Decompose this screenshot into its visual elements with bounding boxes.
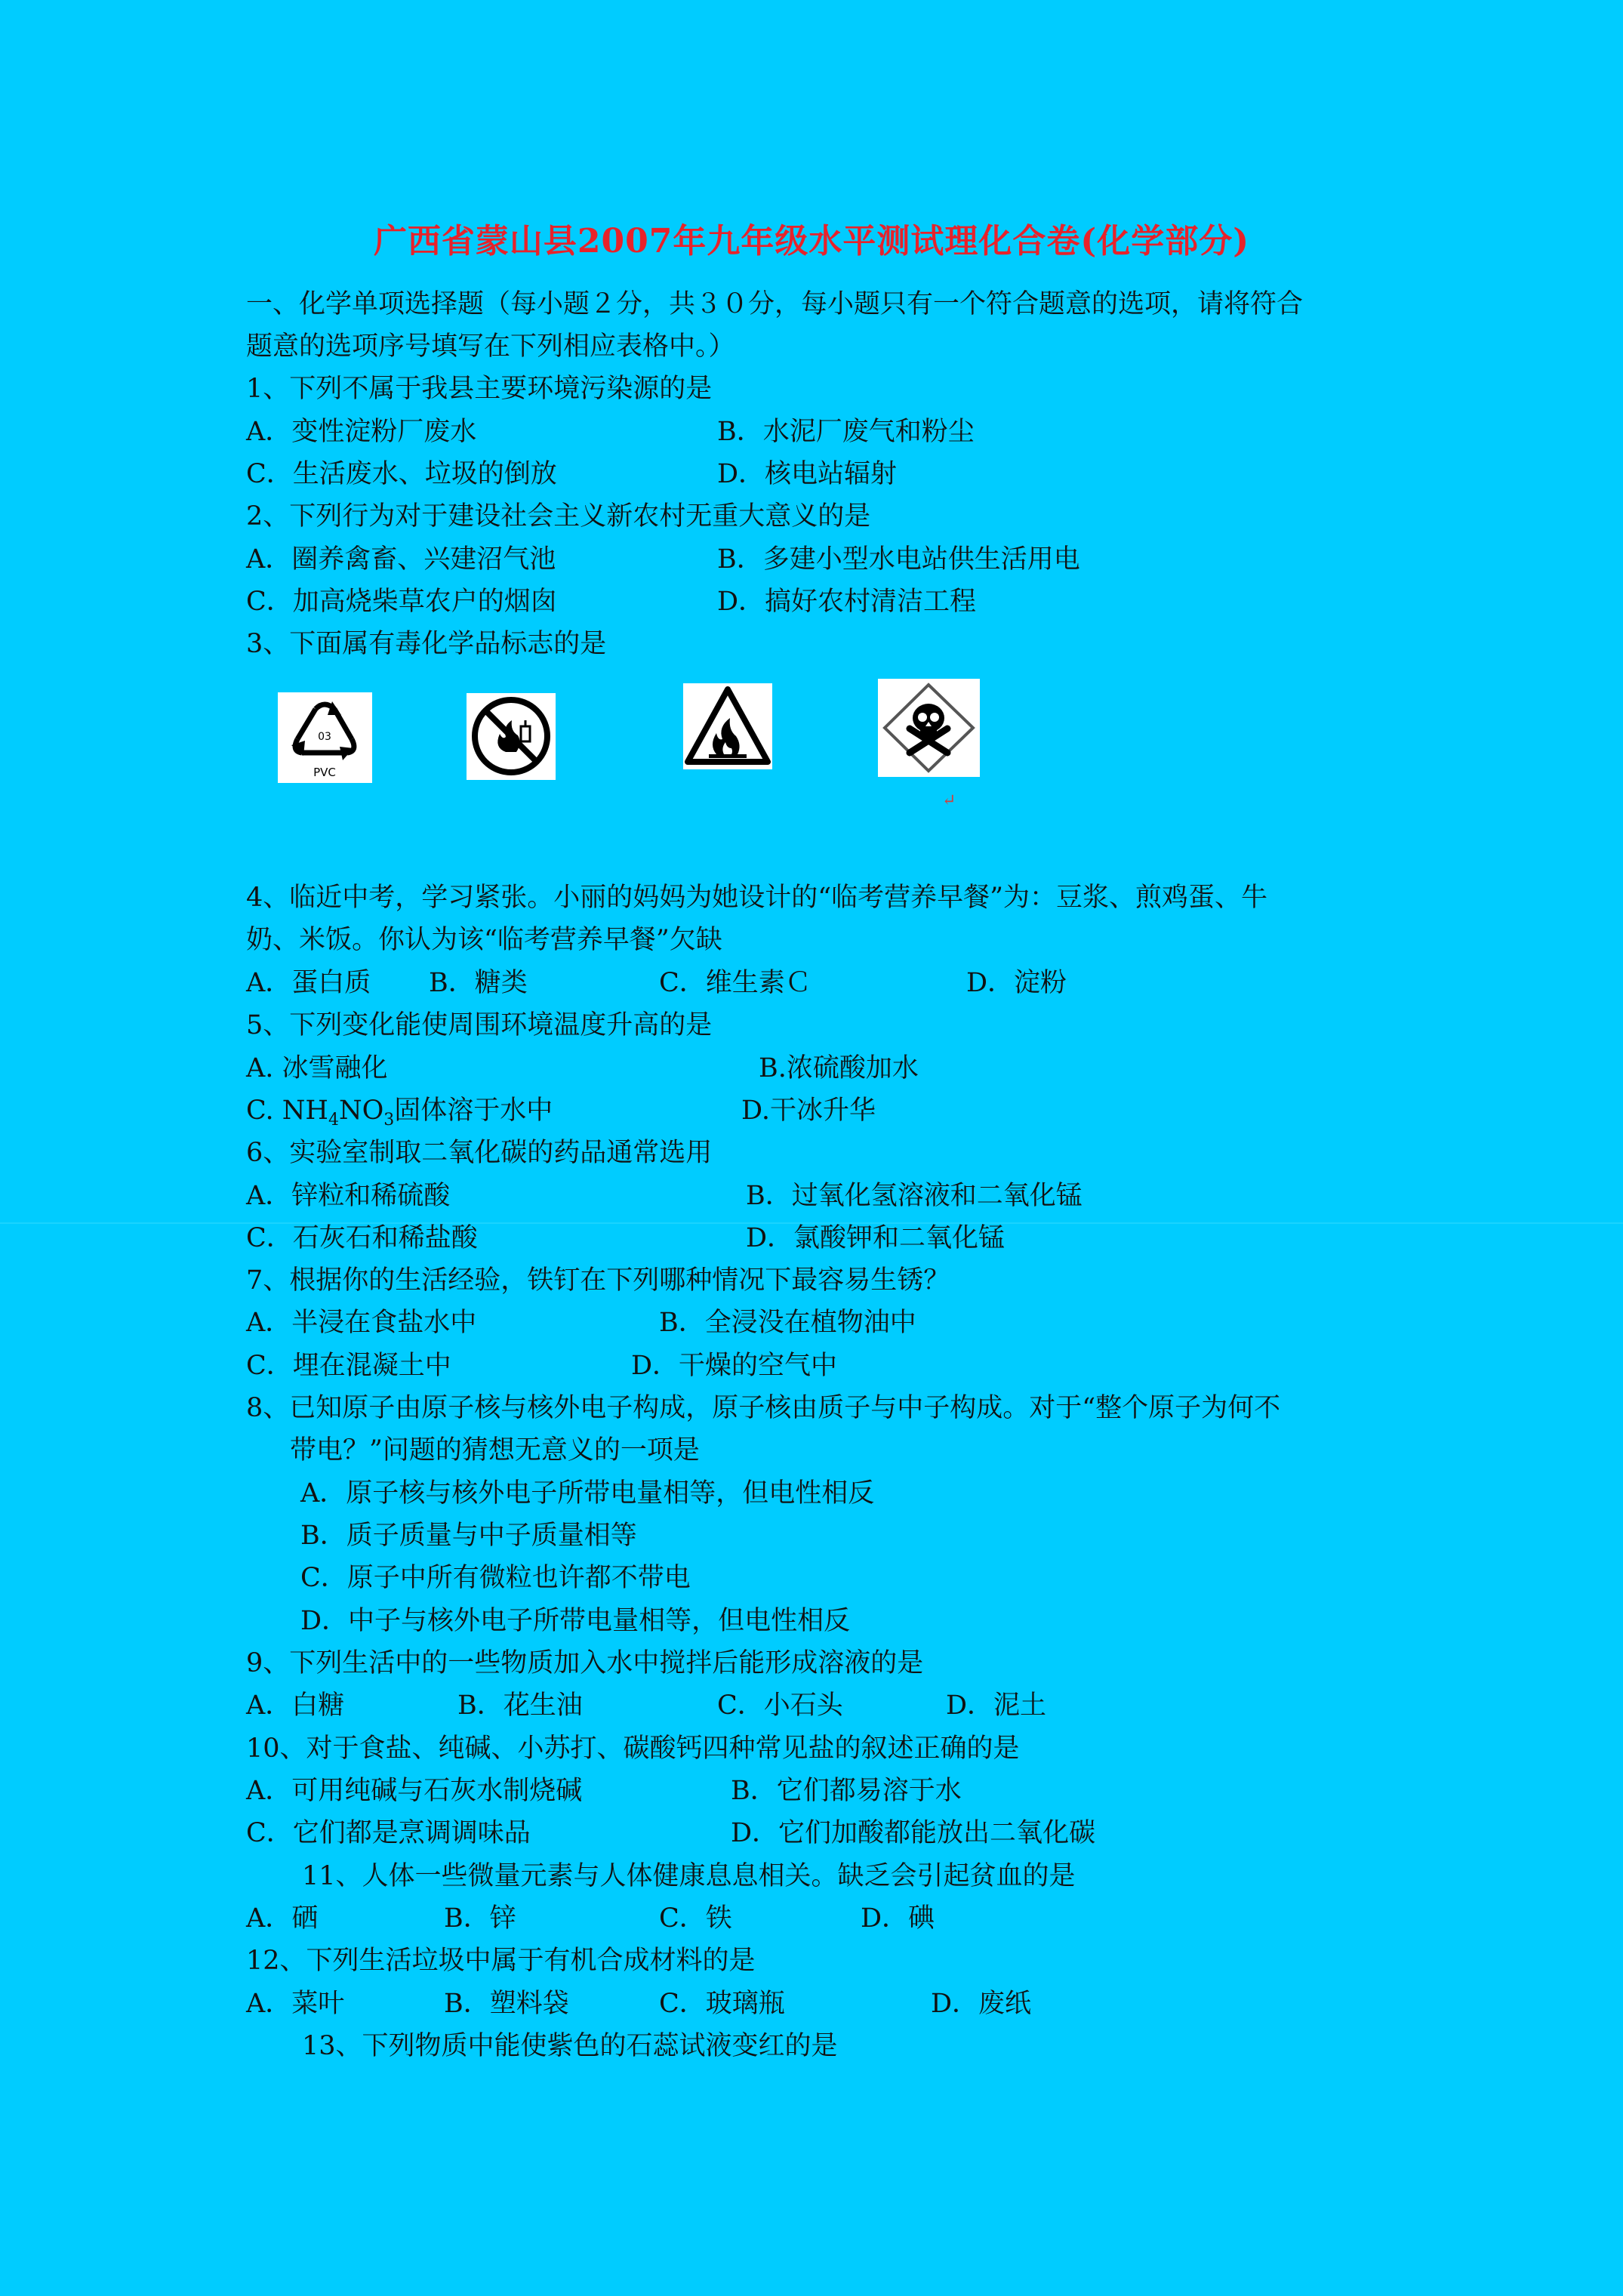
question-12-option-b: B．塑料袋	[444, 1989, 569, 2019]
question-13-stem: 13、下列物质中能使紫色的石蕊试液变红的是	[302, 2031, 838, 2061]
section-intro-line-1: 一、化学单项选择题（每小题２分，共３０分，每小题只有一个符合题意的选项，请将符合	[246, 289, 1304, 319]
question-10-option-b: B．它们都易溶于水	[731, 1776, 962, 1806]
question-1-option-b: B．水泥厂废气和粉尘	[717, 417, 975, 447]
question-12-option-a: A．菜叶	[246, 1989, 345, 2019]
question-1-option-c: C．生活废水、垃圾的倒放	[246, 459, 557, 489]
question-10-stem: 10、对于食盐、纯碱、小苏打、碳酸钙四种常见盐的叙述正确的是	[246, 1734, 1020, 1764]
question-2-option-a: A．圈养禽畜、兴建沼气池	[246, 544, 556, 575]
no-fire-icon	[467, 693, 556, 780]
question-2-option-b: B．多建小型水电站供生活用电	[717, 544, 1080, 575]
question-11-option-c: C．铁	[659, 1903, 732, 1934]
question-7-option-c: C．埋在混凝土中	[246, 1351, 451, 1381]
question-6-option-d: D．氯酸钾和二氧化锰	[746, 1223, 1006, 1253]
question-12-option-d: D．废纸	[931, 1989, 1032, 2019]
flammable-icon	[683, 683, 772, 769]
question-9-option-a: A．白糖	[246, 1690, 345, 1721]
question-11-option-d: D．碘	[861, 1903, 935, 1934]
skull-crossbones-icon	[878, 679, 980, 777]
question-8-stem-line-1: 8、已知原子由原子核与核外电子构成，原子核由质子与中子构成。对于“整个原子为何不	[246, 1393, 1281, 1423]
question-7-stem: 7、根据你的生活经验，铁钉在下列哪种情况下最容易生锈？	[246, 1265, 950, 1296]
page-title: 广西省蒙山县2007年九年级水平测试理化合卷(化学部分)	[373, 222, 1250, 260]
question-5-option-c	[246, 1095, 553, 1136]
question-12-stem: 12、下列生活垃圾中属于有机合成材料的是	[246, 1946, 756, 1976]
question-8-option-a: A．原子核与核外电子所带电量相等，但电性相反	[300, 1478, 875, 1509]
question-6-option-c: C．石灰石和稀盐酸	[246, 1223, 478, 1253]
question-8-option-c: C．原子中所有微粒也许都不带电	[300, 1563, 691, 1593]
question-10-option-a: A．可用纯碱与石灰水制烧碱	[246, 1776, 583, 1806]
question-10-option-d: D．它们加酸都能放出二氧化碳	[731, 1818, 1096, 1848]
question-11-stem: 11、人体一些微量元素与人体健康息息相关。缺乏会引起贫血的是	[302, 1861, 1076, 1891]
recycle-code-text: 03	[318, 731, 331, 743]
question-7-option-d: D．干燥的空气中	[631, 1351, 838, 1381]
question-2-stem: 2、下列行为对于建设社会主义新农村无重大意义的是	[246, 501, 871, 532]
section-intro-line-2: 题意的选项序号填写在下列相应表格中。）	[246, 331, 735, 362]
question-3-stem: 3、下面属有毒化学品标志的是	[246, 629, 607, 659]
recycle-caption-text: PVC	[313, 766, 336, 779]
question-5-option-c-subscript-2: 3	[383, 1111, 395, 1130]
question-7-option-a: A．半浸在食盐水中	[246, 1308, 477, 1338]
question-8-option-b: B．质子质量与中子质量相等	[300, 1521, 637, 1551]
question-9-option-b: B．花生油	[457, 1690, 583, 1721]
question-4-stem-line-1: 4、临近中考，学习紧张。小丽的妈妈为她设计的“临考营养早餐”为：豆浆、煎鸡蛋、牛	[246, 883, 1268, 913]
question-4-option-d: D．淀粉	[966, 968, 1067, 998]
question-1-option-a: A．变性淀粉厂废水	[246, 417, 477, 447]
question-6-stem: 6、实验室制取二氧化碳的药品通常选用	[246, 1138, 713, 1168]
question-5-option-a: A. 冰雪融化	[246, 1053, 388, 1083]
question-5-option-c-prefix: C. NH	[246, 1096, 328, 1126]
question-10-option-c: C．它们都是烹调调味品	[246, 1818, 531, 1848]
question-11-option-a: A．硒	[246, 1903, 319, 1934]
question-4-stem-line-2: 奶、米饭。你认为该“临考营养早餐”欠缺	[246, 925, 722, 955]
return-mark: ↵	[942, 791, 956, 810]
question-8-option-d: D．中子与核外电子所带电量相等，但电性相反	[300, 1606, 851, 1636]
question-9-option-c: C．小石头	[717, 1690, 843, 1721]
question-4-option-c: C．维生素Ｃ	[659, 968, 812, 998]
question-5-option-c-suffix: 固体溶于水中	[394, 1096, 553, 1126]
recycle-pvc-icon	[278, 692, 372, 783]
question-2-option-d: D．搞好农村清洁工程	[717, 587, 977, 617]
question-6-option-a: A．锌粒和稀硫酸	[246, 1181, 451, 1211]
question-11-option-b: B．锌	[444, 1903, 516, 1934]
question-5-option-d: D.干冰升华	[741, 1096, 876, 1126]
question-1-stem: 1、下列不属于我县主要环境污染源的是	[246, 374, 713, 404]
question-5-option-c-middle: NO	[338, 1096, 384, 1126]
question-7-option-b: B．全浸没在植物油中	[659, 1308, 916, 1338]
question-5-stem: 5、下列变化能使周围环境温度升高的是	[246, 1010, 713, 1040]
question-2-option-c: C．加高烧柴草农户的烟囱	[246, 587, 557, 617]
question-5-option-c-subscript-1: 4	[328, 1111, 339, 1130]
question-5-option-b: B.浓硫酸加水	[759, 1053, 919, 1083]
question-9-option-d: D．泥土	[946, 1690, 1047, 1721]
question-6-option-b: B．过氧化氢溶液和二氧化锰	[746, 1181, 1083, 1211]
question-1-option-d: D．核电站辐射	[717, 459, 898, 489]
question-4-option-a: A．蛋白质	[246, 968, 371, 998]
question-4-option-b: B．糖类	[429, 968, 528, 998]
question-8-stem-line-2: 带电？”问题的猜想无意义的一项是	[290, 1435, 700, 1465]
question-9-stem: 9、下列生活中的一些物质加入水中搅拌后能形成溶液的是	[246, 1648, 924, 1678]
question-12-option-c: C．玻璃瓶	[659, 1989, 785, 2019]
